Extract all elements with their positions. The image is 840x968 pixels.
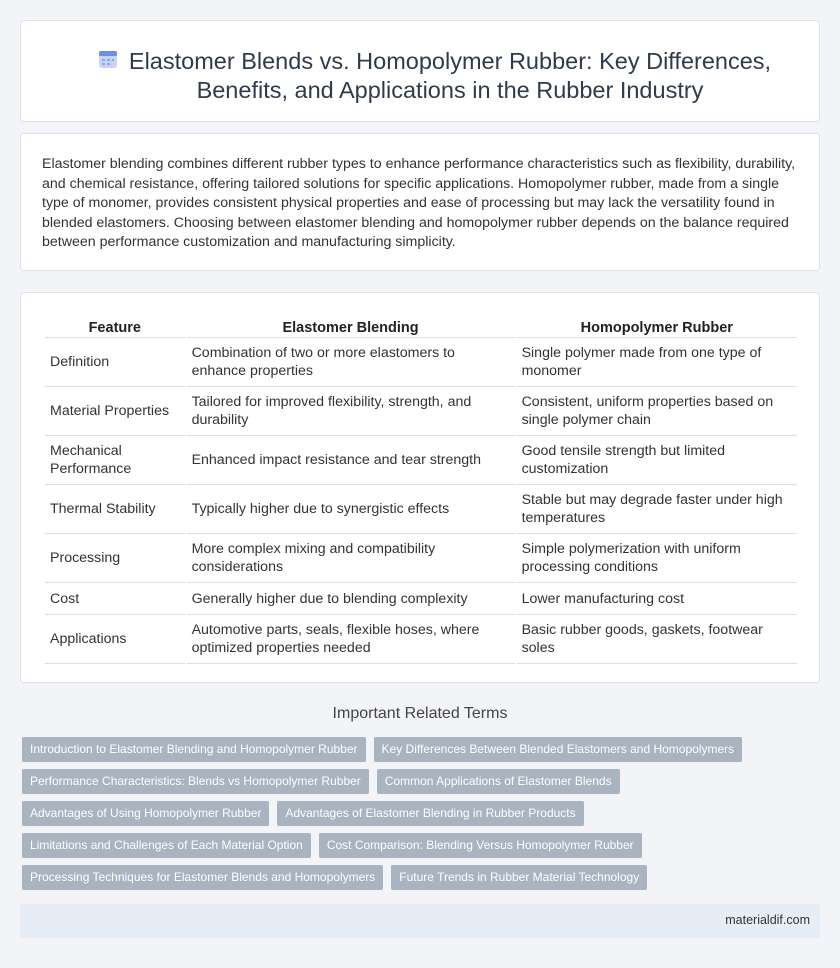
- blending-cell: Combination of two or more elastomers to enhance properties: [187, 338, 515, 387]
- feature-cell: Cost: [45, 583, 185, 615]
- blending-cell: Generally higher due to blending complexity: [187, 583, 515, 615]
- homopolymer-cell: Lower manufacturing cost: [517, 583, 797, 615]
- intro-paragraph: Elastomer blending combines different rubber types to enhance performance characteristics such as flexibility, durability, and chemical resistance, offering tailored solutions for specific applications. Homopolymer rubber, made from a single type of monomer, provides consistent physical properties and ease of processing but may lack the versatility found in blended elastomers. Choosing between elastomer blending and homopolymer rubber depends on the balance required between performance customization and manufacturing simplicity.: [42, 156, 796, 251]
- blending-cell: Tailored for improved flexibility, strength, and durability: [187, 387, 515, 436]
- blending-cell: Enhanced impact resistance and tear strength: [187, 436, 515, 485]
- comparison-card: [20, 292, 820, 683]
- table-row: [45, 583, 797, 615]
- related-term-link[interactable]: Introduction to Elastomer Blending and Homopolymer Rubber: [22, 737, 366, 762]
- homopolymer-cell: Single polymer made from one type of monomer: [517, 338, 797, 387]
- homopolymer-cell: Basic rubber goods, gaskets, footwear soles: [517, 615, 797, 664]
- related-term-link[interactable]: Key Differences Between Blended Elastomers and Homopolymers: [374, 737, 743, 762]
- header-homopolymer-rubber: Homopolymer Rubber: [517, 316, 797, 338]
- comparison-table: [43, 316, 799, 664]
- footer-site-link[interactable]: materialdif.com: [725, 913, 810, 927]
- feature-cell: Mechanical Performance: [45, 436, 185, 485]
- tag-row: [22, 801, 822, 826]
- table-row: [45, 534, 797, 583]
- header-feature: Feature: [45, 316, 185, 338]
- homopolymer-cell: Stable but may degrade faster under high temperatures: [517, 485, 797, 534]
- table-row: [45, 338, 797, 387]
- header-elastomer-blending: Elastomer Blending: [187, 316, 515, 338]
- related-terms-list: [22, 737, 822, 897]
- homopolymer-cell: Consistent, uniform properties based on single polymer chain: [517, 387, 797, 436]
- intro-card: [20, 133, 820, 271]
- feature-cell: Processing: [45, 534, 185, 583]
- tag-row: [22, 833, 822, 858]
- related-term-link[interactable]: Limitations and Challenges of Each Material Option: [22, 833, 311, 858]
- tag-row: [22, 737, 822, 762]
- related-term-link[interactable]: Cost Comparison: Blending Versus Homopolymer Rubber: [319, 833, 642, 858]
- title-card: [20, 20, 820, 122]
- related-term-link[interactable]: Common Applications of Elastomer Blends: [377, 769, 620, 794]
- table-header-row: [45, 316, 797, 338]
- blending-cell: Typically higher due to synergistic effects: [187, 485, 515, 534]
- feature-cell: Applications: [45, 615, 185, 664]
- related-terms-heading: Important Related Terms: [332, 705, 508, 722]
- table-row: [45, 615, 797, 664]
- tag-row: [22, 769, 822, 794]
- feature-cell: Definition: [45, 338, 185, 387]
- table-row: [45, 436, 797, 485]
- table-row: [45, 485, 797, 534]
- related-term-link[interactable]: Future Trends in Rubber Material Technology: [391, 865, 647, 890]
- feature-cell: Thermal Stability: [45, 485, 185, 534]
- footer: [20, 904, 820, 938]
- related-term-link[interactable]: Advantages of Using Homopolymer Rubber: [22, 801, 269, 826]
- homopolymer-cell: Good tensile strength but limited customization: [517, 436, 797, 485]
- related-term-link[interactable]: Processing Techniques for Elastomer Blends and Homopolymers: [22, 865, 383, 890]
- homopolymer-cell: Simple polymerization with uniform processing conditions: [517, 534, 797, 583]
- table-row: [45, 387, 797, 436]
- related-term-link[interactable]: Performance Characteristics: Blends vs Homopolymer Rubber: [22, 769, 369, 794]
- page-title: Elastomer Blends vs. Homopolymer Rubber: Key Differences, Benefits, and Applications in the Rubber Industry: [128, 48, 772, 103]
- tag-row: [22, 865, 822, 890]
- calendar-icon: [97, 48, 119, 70]
- blending-cell: More complex mixing and compatibility considerations: [187, 534, 515, 583]
- related-term-link[interactable]: Advantages of Elastomer Blending in Rubber Products: [277, 801, 583, 826]
- feature-cell: Material Properties: [45, 387, 185, 436]
- blending-cell: Automotive parts, seals, flexible hoses, where optimized properties needed: [187, 615, 515, 664]
